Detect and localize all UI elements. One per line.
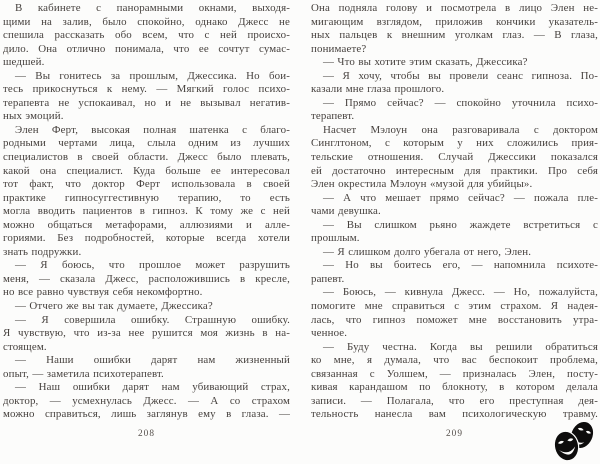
text-line: ных эмоций. bbox=[3, 110, 64, 123]
text-line: — А что мешает прямо сейчас? — пожала пле- bbox=[323, 191, 598, 204]
text-line: ных пальцев к внешним уголкам глаз. — В глаза, bbox=[311, 29, 598, 42]
text-line: могла вводить пациентов в гипноз. К тому же с ней bbox=[3, 205, 290, 218]
text-line: специалистов в своей области. Джесс было плевать, bbox=[3, 151, 290, 164]
text-line: — Я слишком долго убегала от него, Элен. bbox=[323, 245, 532, 258]
text-line: лась, что гипноз поможет мне восстановить утра- bbox=[311, 313, 598, 326]
text-line: Насчет Мэлоун она разговаривала с доктором bbox=[323, 123, 598, 136]
text-line: помогите мне справиться с этим страхом. Я надея- bbox=[311, 300, 598, 313]
text-line: связанная с Уолшем, — призналась Элен, посту- bbox=[311, 367, 598, 380]
theater-masks-icon bbox=[550, 418, 597, 462]
book-spread bbox=[3, 2, 598, 439]
text-line: — Прямо сейчас? — спокойно уточнила психо- bbox=[323, 96, 598, 109]
text-line: щими на залив, было спокойно, однако Джесс не bbox=[3, 15, 290, 28]
text-line: родными чертами лица, слыла одним из лучших bbox=[3, 137, 290, 150]
text-line: тельские отношения. Случай Джессики показался bbox=[311, 151, 598, 164]
text-line: Элен окрестила Мэлоун «музой для убийцы». bbox=[311, 178, 533, 191]
text-line: терапевт. bbox=[311, 110, 355, 123]
text-line: кивая карандашом по блокноту, в котором делала bbox=[311, 381, 598, 394]
text-line: казали мне глаза прошлого. bbox=[311, 83, 445, 96]
text-line: Она подняла голову и посмотрела в лицо Элен не- bbox=[311, 2, 598, 14]
text-line: Синглтоном, с которым у них сложились прия- bbox=[311, 137, 598, 150]
text-line: — Буду честна. Когда вы решили обратиться bbox=[323, 340, 598, 353]
text-line: — Я хочу, чтобы вы провели сеанс гипноза. По- bbox=[323, 69, 598, 82]
text-line: — Но вы боитесь его, — напомнила психоте- bbox=[323, 259, 598, 272]
text-line: но все равно чувствуя себя некомфортно. bbox=[3, 286, 203, 299]
text-line: — Вы гонитесь за прошлым, Джессика. Но бои- bbox=[15, 69, 290, 82]
text-line: — Что вы хотите этим сказать, Джессика? bbox=[323, 56, 528, 69]
text-line: практике гипносуггестивную терапию, то есть bbox=[3, 191, 290, 204]
text-line: ей достаточно интересным для практики. Про себя bbox=[311, 164, 598, 177]
text-line: какой она специалист. Куда больше ее интересовал bbox=[3, 164, 290, 177]
text-line: — Вы слишком рьяно жаждете встретиться с bbox=[323, 218, 598, 231]
text-line: — Я боюсь, что прошлое может разрушить bbox=[15, 259, 290, 272]
text-line: спешила рассказать обо всем, что с ней происхо- bbox=[3, 29, 290, 42]
text-line: стоящем. bbox=[3, 340, 47, 353]
text-line: терапевта не успокаивал, но и не вызывал негатив- bbox=[3, 96, 290, 109]
text-line: Элен Ферт, высокая полная шатенка с благо- bbox=[15, 123, 290, 136]
text-line: доктор, — усмехнулась Джесс. — А со страхом bbox=[3, 394, 290, 407]
page-left-text bbox=[3, 2, 290, 422]
text-line: — Боюсь, — кивнула Джесс. — Но, пожалуйста, bbox=[323, 286, 598, 299]
text-line: можно общаться метафорами, аллюзиями и алле- bbox=[3, 218, 290, 231]
text-line: — Наши ошибки дарят нам жизненный bbox=[15, 354, 290, 367]
text-line: рапевт. bbox=[311, 272, 345, 285]
text-line: гориями. Без подробностей, которые всегда хотели bbox=[3, 232, 290, 245]
text-line: тельность нанесла вам психологическую травму. bbox=[311, 408, 598, 421]
text-line: тот факт, что доктор Ферт использовала в своей bbox=[3, 178, 290, 191]
text-line: чами девушка. bbox=[311, 205, 381, 218]
page-number-right: 209 bbox=[446, 428, 463, 439]
text-line: тесь прикоснуться к нему. — Мягкий голос психо- bbox=[3, 83, 290, 96]
text-line: мигающим взглядом, приложив кончики указатель- bbox=[311, 15, 598, 28]
page-right-text bbox=[311, 2, 598, 422]
text-line: шедшей. bbox=[3, 56, 45, 69]
text-line: меня, — сказала Джесс, расположившись в кресле, bbox=[3, 272, 290, 285]
text-line: знать подружки. bbox=[3, 245, 82, 258]
text-line: — Я совершила ошибку. Страшную ошибку. bbox=[15, 313, 290, 326]
page-left bbox=[3, 2, 290, 439]
text-line: — Отчего же вы так думаете, Джессика? bbox=[15, 300, 213, 313]
text-line: прошлым. bbox=[311, 232, 360, 245]
text-line: дило. Она отлично понимала, что ее сочтут сумас- bbox=[3, 42, 290, 55]
text-line: В кабинете с панорамными окнами, выходя- bbox=[15, 2, 290, 14]
text-line: Я чувствую, что из-за нее рушится моя жизнь в на- bbox=[3, 327, 290, 340]
text-line: опыт, — заметила психотерапевт. bbox=[3, 367, 164, 380]
text-line: записи. — Полагала, что его преступная дея- bbox=[311, 394, 598, 407]
page-right bbox=[311, 2, 598, 439]
text-line: ко мне, я думала, что вас беспокоит проблема, bbox=[311, 354, 598, 367]
text-line: ченное. bbox=[311, 327, 348, 340]
text-line: можно справиться, лишь заглянув ему в глаза. — bbox=[3, 408, 290, 421]
text-line: — Наш ошибки дарят нам убивающий страх, bbox=[15, 381, 290, 394]
page-number-left: 208 bbox=[138, 428, 155, 439]
text-line: понимаете? bbox=[311, 42, 367, 55]
